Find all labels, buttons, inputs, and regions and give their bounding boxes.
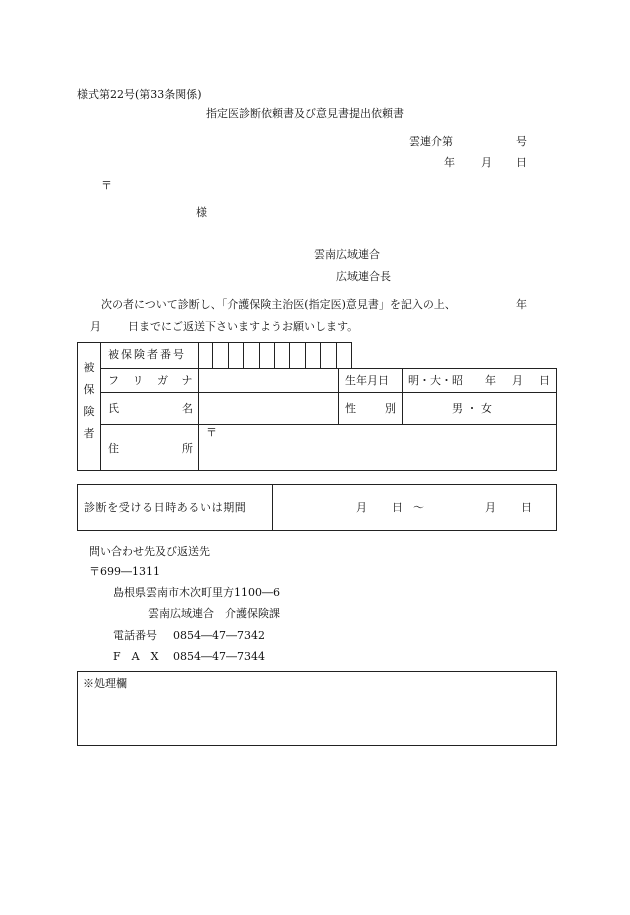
addressee-postal-mark: 〒 — [101, 179, 112, 192]
processing-label: ※処理欄 — [83, 677, 127, 690]
row-divider — [100, 368, 557, 369]
col-divider — [402, 368, 403, 424]
contact-postal-code: 〒699―1311 — [89, 565, 160, 578]
row-divider — [100, 424, 557, 425]
row-divider — [100, 392, 557, 393]
contact-fax-label: F A X — [113, 650, 159, 663]
contact-phone-label: 電話番号 — [113, 629, 157, 642]
processing-area — [77, 671, 557, 746]
insured-number-digit-cell[interactable] — [337, 342, 352, 368]
side-label-char: 険 — [83, 405, 95, 418]
insured-number-digit-cell[interactable] — [198, 342, 213, 368]
side-label-char: 保 — [83, 383, 95, 396]
dob-year: 年 — [485, 374, 496, 387]
insured-number-digit-cell[interactable] — [213, 342, 228, 368]
issue-date-day: 日 — [516, 156, 527, 169]
document-number-prefix: 雲連介第 — [409, 135, 453, 148]
request-body-line1: 次の者について診断し、「介護保険主治医(指定医)意見書」を記入の上、 — [101, 298, 456, 311]
era-options[interactable]: 明・大・昭 — [408, 374, 463, 387]
insured-number-digit-cell[interactable] — [321, 342, 336, 368]
side-label-char: 被 — [83, 361, 95, 374]
furigana-label: フ リ ガ ナ — [108, 374, 198, 387]
sex-label-char1: 性 — [345, 402, 356, 415]
name-label-char2: 名 — [182, 402, 193, 415]
exam-from-month: 月 — [356, 501, 367, 514]
contact-fax-number: 0854―47―7344 — [173, 650, 265, 663]
address-label-char1: 住 — [108, 442, 119, 455]
form-number: 様式第22号(第33条関係) — [77, 88, 202, 101]
insured-number-digit-cell[interactable] — [260, 342, 275, 368]
insured-number-cells — [198, 342, 352, 368]
col-divider — [100, 342, 101, 471]
addressee-suffix: 様 — [196, 206, 207, 219]
contact-department: 雲南広域連合 介護保険課 — [148, 607, 280, 620]
sex-label-char2: 別 — [385, 402, 396, 415]
exam-from-day: 日 — [392, 501, 403, 514]
insured-number-digit-cell[interactable] — [244, 342, 259, 368]
dob-day: 日 — [539, 374, 550, 387]
sender-organization: 雲南広域連合 — [314, 248, 380, 261]
name-label-char1: 氏 — [108, 402, 119, 415]
exam-range-tilde: ～ — [413, 501, 424, 514]
address-postal-mark: 〒 — [206, 426, 217, 439]
col-divider — [272, 484, 273, 531]
sex-options[interactable]: 男 ・ 女 — [452, 402, 492, 415]
dob-label: 生年月日 — [345, 374, 389, 387]
dob-month: 月 — [512, 374, 523, 387]
issue-date-year: 年 — [444, 156, 455, 169]
col-divider — [338, 368, 339, 424]
insured-number-digit-cell[interactable] — [229, 342, 244, 368]
request-body-line1-year: 年 — [516, 298, 527, 311]
exam-period-label: 診断を受ける日時あるいは期間 — [84, 501, 247, 514]
side-label-char: 者 — [83, 427, 95, 440]
contact-address: 島根県雲南市木次町里方1100―6 — [113, 586, 280, 599]
insured-number-digit-cell[interactable] — [275, 342, 290, 368]
request-body-line2-rest: 日までにご返送下さいますようお願いします。 — [128, 320, 359, 333]
furigana-field[interactable] — [204, 375, 334, 388]
address-label-char2: 所 — [182, 442, 193, 455]
sender-title: 広域連合長 — [336, 270, 391, 283]
insured-number-digit-cell[interactable] — [290, 342, 305, 368]
contact-phone-number: 0854―47―7342 — [173, 629, 265, 642]
insured-number-label: 被保険者番号 — [108, 348, 186, 361]
contact-heading: 問い合わせ先及び返送先 — [89, 545, 210, 558]
insured-side-label — [82, 357, 96, 445]
insured-number-digit-cell[interactable] — [306, 342, 321, 368]
document-title: 指定医診断依頼書及び意見書提出依頼書 — [206, 107, 404, 120]
exam-to-day: 日 — [521, 501, 532, 514]
request-body-line2-month: 月 — [90, 320, 101, 333]
document-number-suffix: 号 — [516, 135, 527, 148]
name-field[interactable] — [204, 403, 334, 416]
exam-to-month: 月 — [485, 501, 496, 514]
issue-date-month: 月 — [481, 156, 492, 169]
